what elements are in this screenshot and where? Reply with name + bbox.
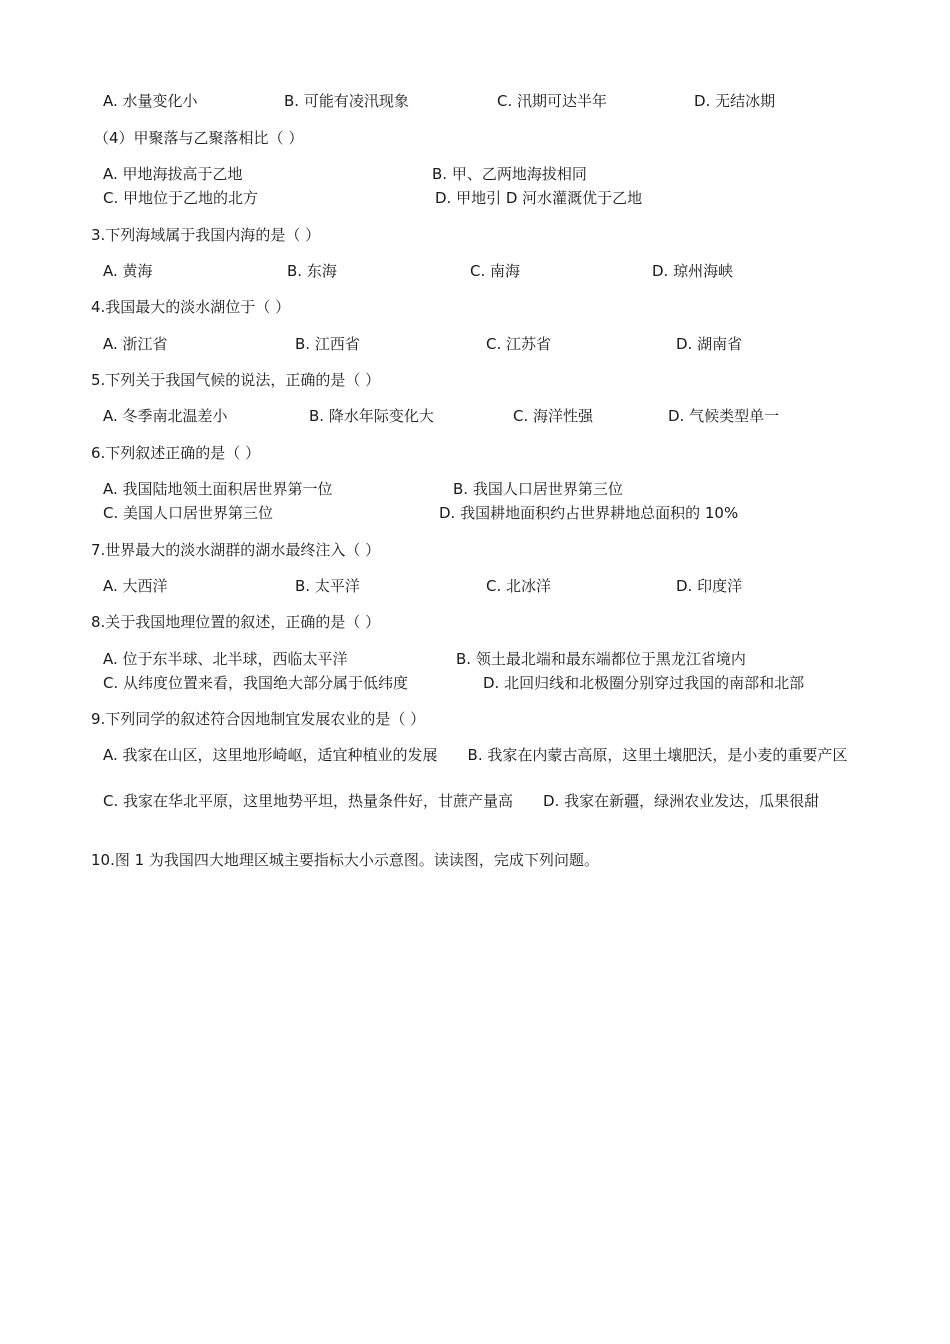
- q6-option-a: A. 我国陆地领土面积居世界第一位: [103, 480, 333, 498]
- q5-option-a: A. 冬季南北温差小: [103, 407, 228, 425]
- q6-stem: 6.下列叙述正确的是（ ）: [91, 444, 261, 462]
- q5-option-b: B. 降水年际变化大: [309, 407, 434, 425]
- q8-stem: 8.关于我国地理位置的叙述，正确的是（ ）: [91, 613, 381, 631]
- q6-option-b: B. 我国人口居世界第三位: [453, 480, 623, 498]
- q6-option-c: C. 美国人口居世界第三位: [103, 504, 274, 522]
- q8-option-b: B. 领土最北端和最东端都位于黑龙江省境内: [456, 650, 746, 668]
- q4-stem: 4.我国最大的淡水湖位于（ ）: [91, 298, 291, 316]
- q4-option-a: A. 浙江省: [103, 335, 168, 353]
- q7-option-c: C. 北冰洋: [486, 577, 552, 595]
- q5-option-d: D. 气候类型单一: [668, 407, 780, 425]
- q2-4-stem: （4）甲聚落与乙聚落相比（ ）: [94, 129, 304, 147]
- q8-option-d: D. 北回归线和北极圈分别穿过我国的南部和北部: [483, 674, 805, 692]
- q8-option-a: A. 位于东半球、北半球，西临太平洋: [103, 650, 348, 668]
- q7-option-a: A. 大西洋: [103, 577, 168, 595]
- q3-stem: 3.下列海域属于我国内海的是（ ）: [91, 226, 321, 244]
- q9-options-ab: A. 我家在山区，这里地形崎岖，适宜种植业的发展 B. 我家在内蒙古高原，这里土壤肥沃，是小麦的重要产区: [103, 746, 848, 764]
- q9-options-cd: C. 我家在华北平原，这里地势平坦，热量条件好，甘蔗产量高 D. 我家在新疆，绿洲农业发达，瓜果很甜: [103, 792, 820, 810]
- q7-stem: 7.世界最大的淡水湖群的湖水最终注入（ ）: [91, 541, 381, 559]
- q7-option-d: D. 印度洋: [676, 577, 743, 595]
- q4-option-d: D. 湖南省: [676, 335, 743, 353]
- q2-3-option-c: C. 汛期可达半年: [497, 92, 608, 110]
- q5-stem: 5.下列关于我国气候的说法，正确的是（ ）: [91, 371, 381, 389]
- q2-4-option-b: B. 甲、乙两地海拔相同: [432, 165, 587, 183]
- q2-3-option-a: A. 水量变化小: [103, 92, 198, 110]
- q2-4-option-d: D. 甲地引 D 河水灌溉优于乙地: [435, 189, 643, 207]
- q9-stem: 9.下列同学的叙述符合因地制宜发展农业的是（ ）: [91, 710, 426, 728]
- q6-option-d: D. 我国耕地面积约占世界耕地总面积的 10%: [439, 504, 739, 522]
- q3-option-b: B. 东海: [287, 262, 337, 280]
- q3-option-a: A. 黄海: [103, 262, 153, 280]
- q4-option-c: C. 江苏省: [486, 335, 552, 353]
- q7-option-b: B. 太平洋: [295, 577, 360, 595]
- q2-4-option-a: A. 甲地海拔高于乙地: [103, 165, 243, 183]
- q5-option-c: C. 海洋性强: [513, 407, 594, 425]
- q3-option-d: D. 琼州海峡: [652, 262, 734, 280]
- q10-stem: 10.图 1 为我国四大地理区城主要指标大小示意图。读读图，完成下列问题。: [91, 851, 599, 869]
- q2-3-option-d: D. 无结冰期: [694, 92, 776, 110]
- q4-option-b: B. 江西省: [295, 335, 360, 353]
- q2-4-option-c: C. 甲地位于乙地的北方: [103, 189, 259, 207]
- q2-3-option-b: B. 可能有凌汛现象: [284, 92, 409, 110]
- q8-option-c: C. 从纬度位置来看，我国绝大部分属于低纬度: [103, 674, 409, 692]
- q3-option-c: C. 南海: [470, 262, 521, 280]
